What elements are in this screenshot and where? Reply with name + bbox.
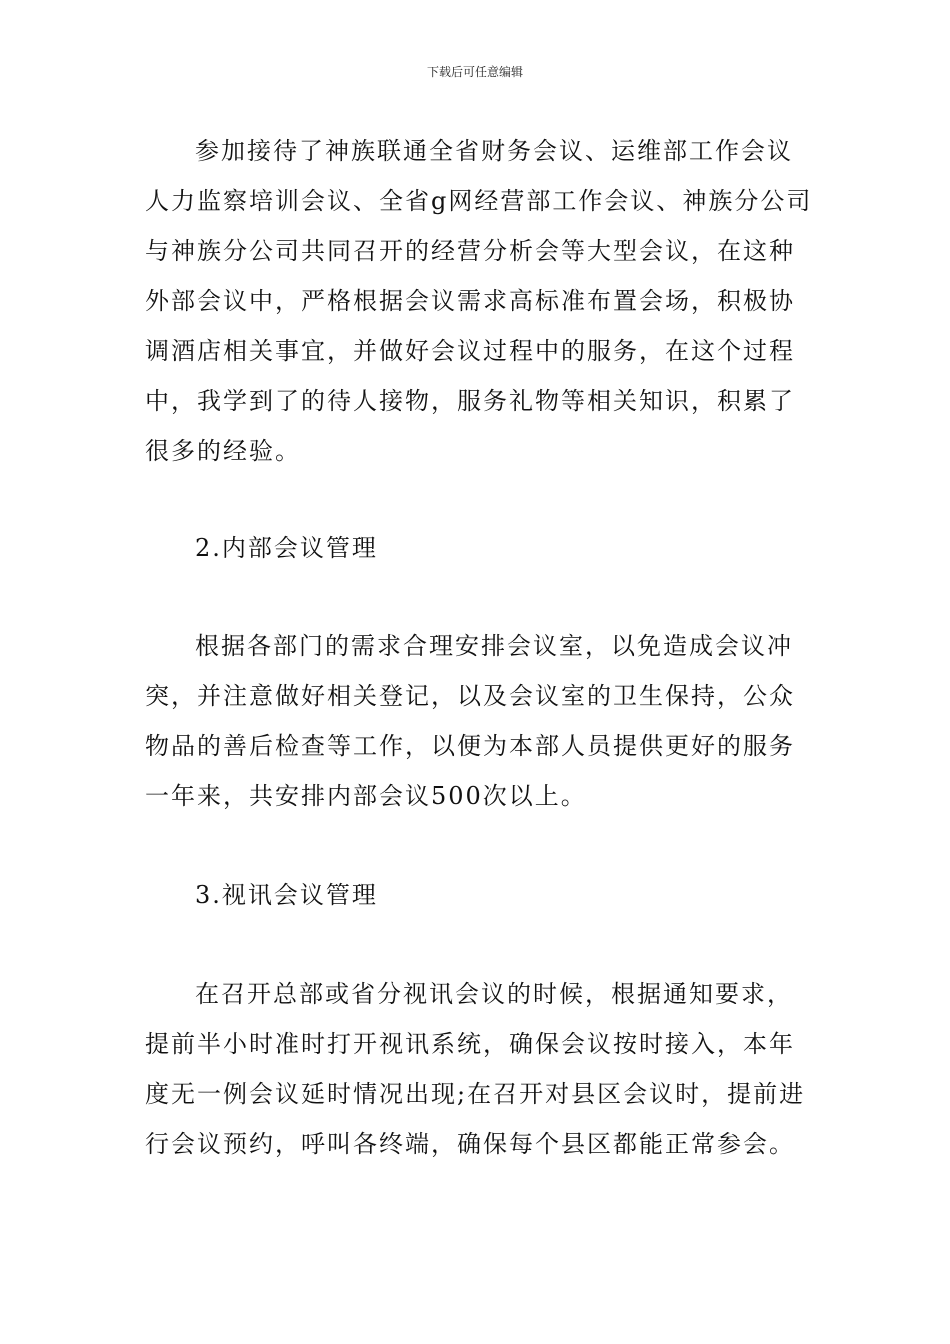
text-line: 物品的善后检查等工作，以便为本部人员提供更好的服务 bbox=[145, 732, 795, 760]
text-line: 人力监察培训会议、全省g网经营部工作会议、神族分公司 bbox=[145, 187, 813, 215]
heading-text: 3.视讯会议管理 bbox=[195, 881, 378, 909]
section-heading-video-meetings bbox=[145, 870, 805, 920]
text-line: 突，并注意做好相关登记，以及会议室的卫生保持，公众 bbox=[145, 682, 795, 710]
text-line: 根据各部门的需求合理安排会议室，以免造成会议冲 bbox=[195, 632, 793, 660]
heading-text: 2.内部会议管理 bbox=[195, 534, 378, 562]
paragraph-internal-meetings bbox=[145, 621, 805, 821]
section-heading-internal-meetings bbox=[145, 523, 805, 573]
text-line: 提前半小时准时打开视讯系统，确保会议按时接入，本年 bbox=[145, 1030, 795, 1058]
text-line: 一年来，共安排内部会议500次以上。 bbox=[145, 782, 587, 810]
paragraph-external-meetings bbox=[145, 126, 813, 476]
text-line: 参加接待了神族联通全省财务会议、运维部工作会议 bbox=[195, 137, 793, 165]
text-line: 很多的经验。 bbox=[145, 437, 301, 465]
text-line: 外部会议中，严格根据会议需求高标准布置会场，积极协 bbox=[145, 287, 795, 315]
text-line: 在召开总部或省分视讯会议的时候，根据通知要求， bbox=[195, 980, 793, 1008]
text-line: 调酒店相关事宜，并做好会议过程中的服务，在这个过程 bbox=[145, 337, 795, 365]
text-line: 中，我学到了的待人接物，服务礼物等相关知识，积累了 bbox=[145, 387, 795, 415]
text-line: 行会议预约，呼叫各终端，确保每个县区都能正常参会。 bbox=[145, 1130, 795, 1158]
page-header: 下载后可任意编辑 bbox=[426, 65, 523, 79]
paragraph-video-meetings bbox=[145, 969, 805, 1169]
text-line: 与神族分公司共同召开的经营分析会等大型会议，在这种 bbox=[145, 237, 795, 265]
text-line: 度无一例会议延时情况出现;在召开对县区会议时，提前进 bbox=[145, 1080, 806, 1108]
